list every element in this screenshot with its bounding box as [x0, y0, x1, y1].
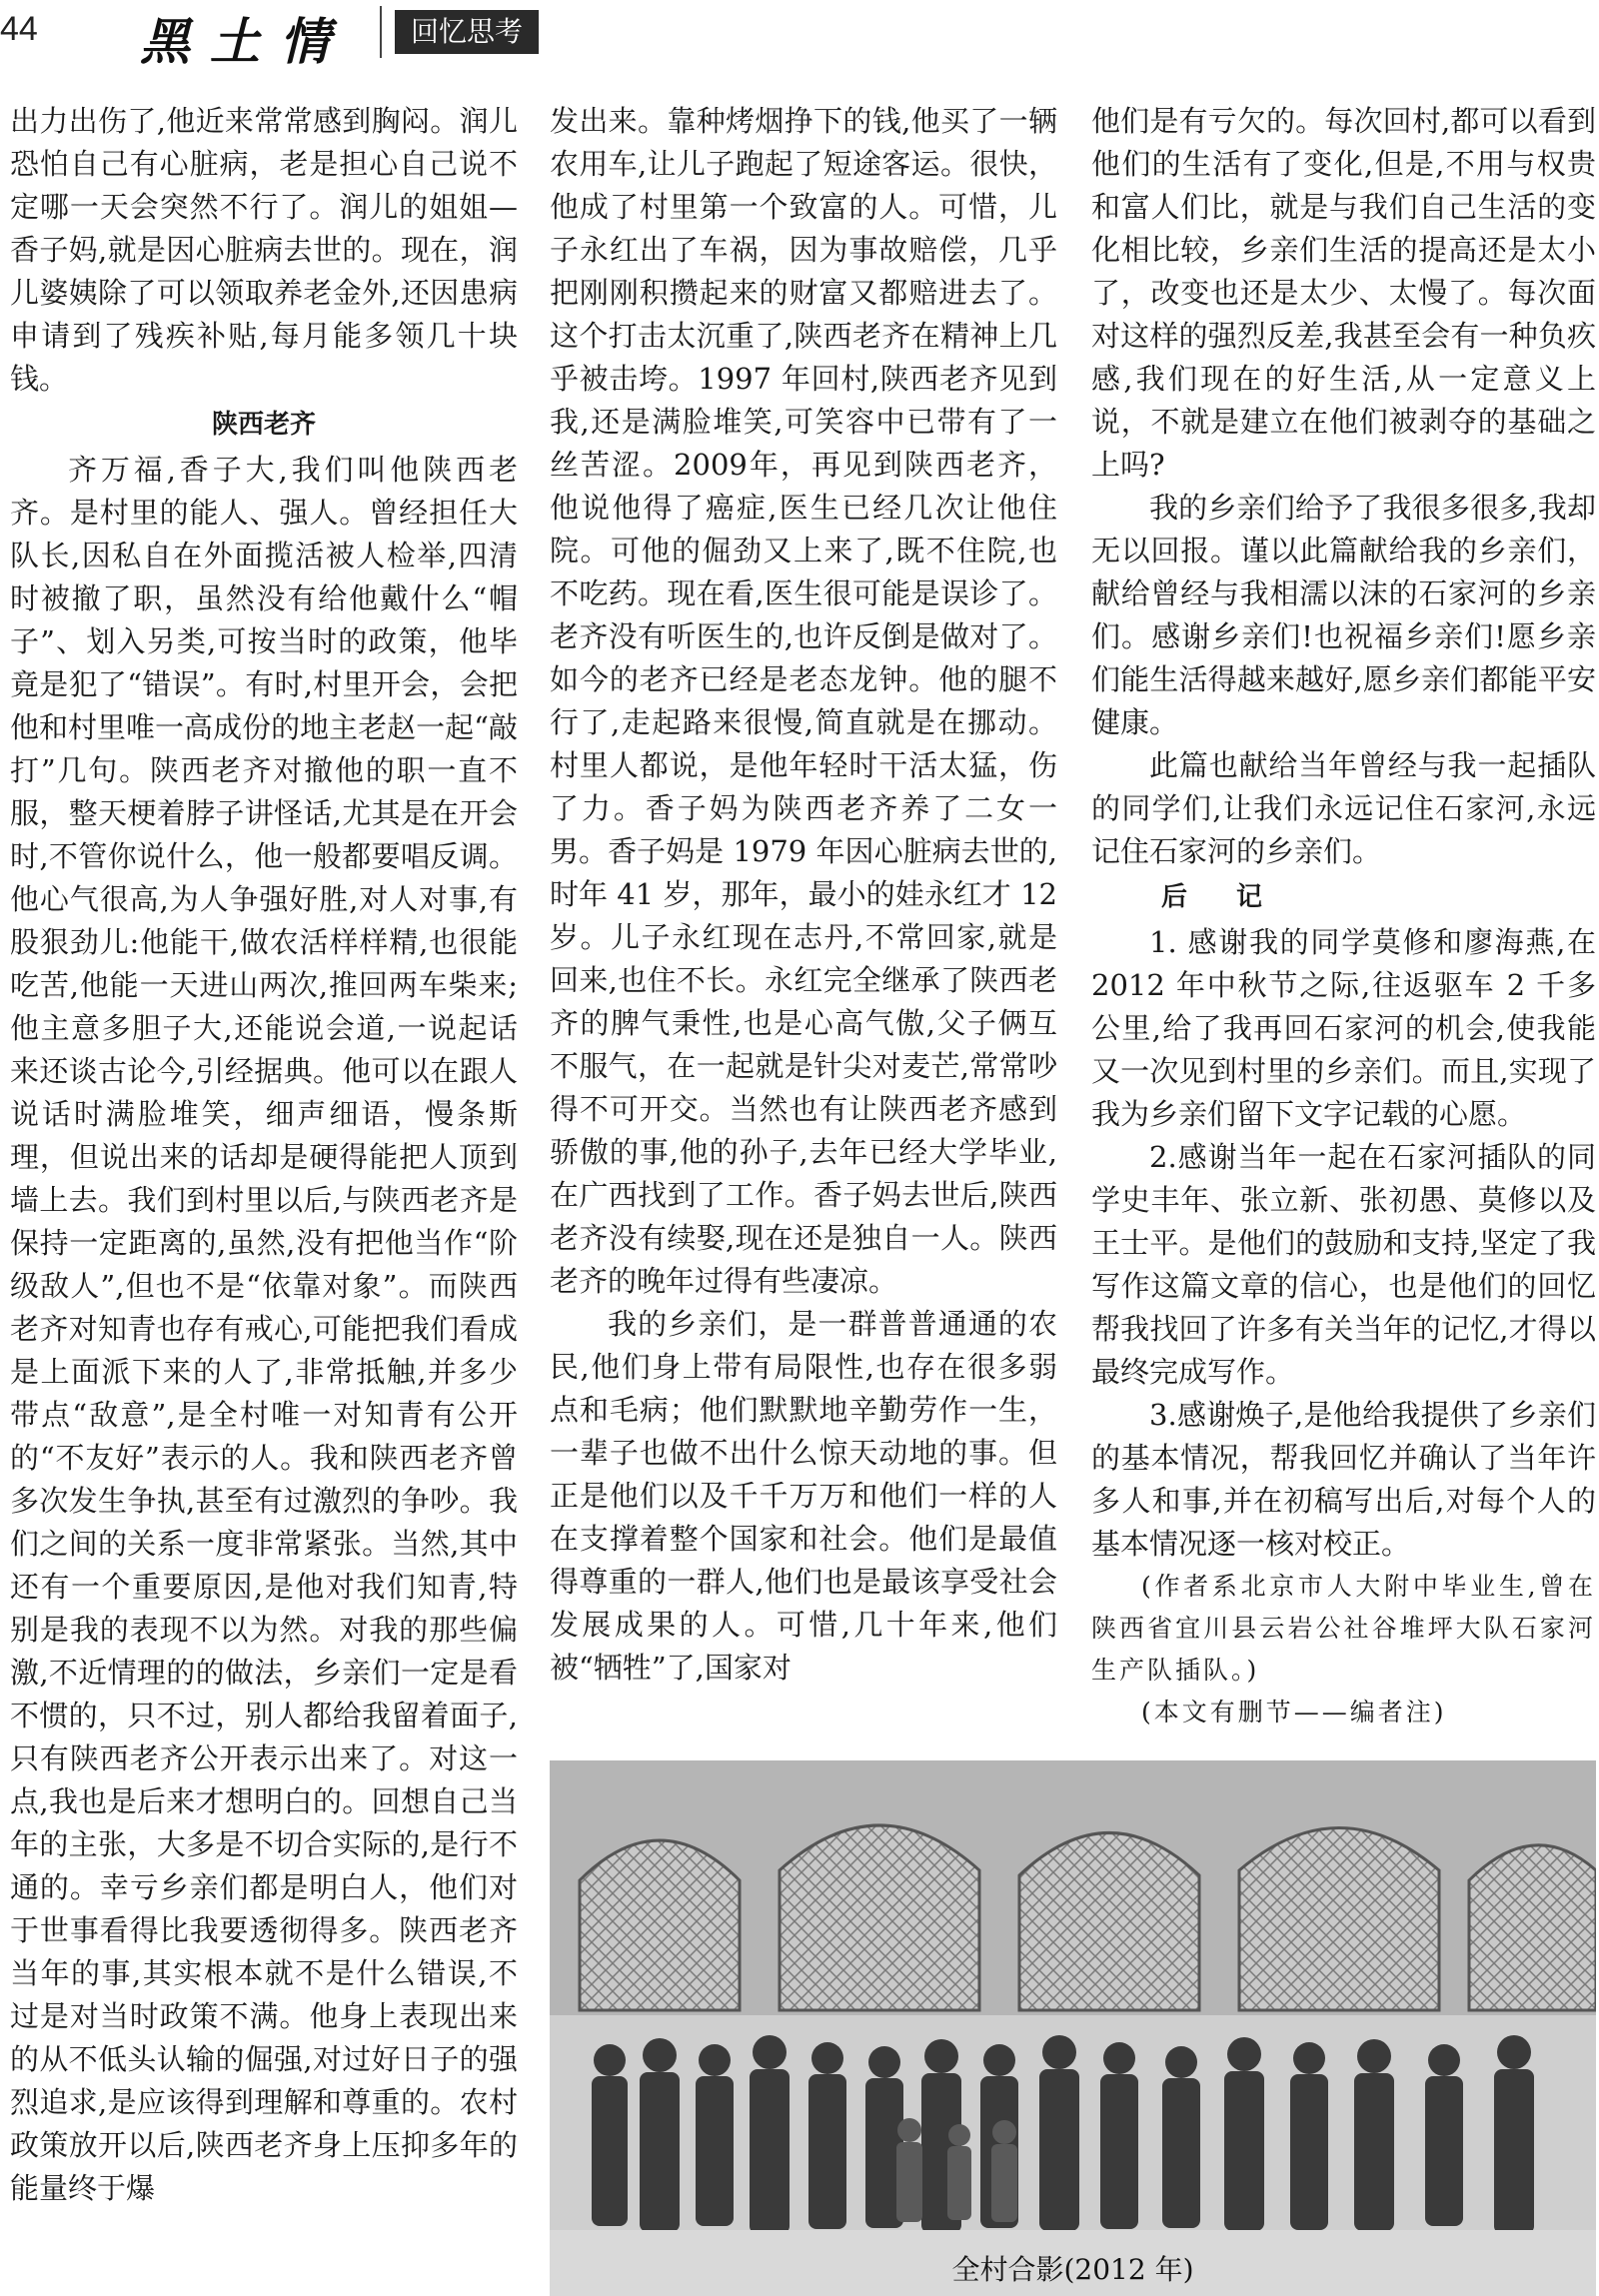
- author-note: (作者系北京市人大附中毕业生,曾在陕西省宜川县云岩公社谷堆坪大队石家河生产队插队。): [1091, 1572, 1596, 1685]
- article-column-1: [10, 100, 518, 2210]
- magazine-title: 黑土情: [140, 12, 350, 71]
- article-column-2: [550, 100, 1057, 1690]
- group-photo: [550, 1760, 1596, 2296]
- paragraph: 3.感谢焕子,是他给我提供了乡亲们的基本情况，帮我回忆并确认了当年许多人和事,并在初稿写出后,对每个人的基本情况逐一核对校正。: [1091, 1398, 1596, 1561]
- section-tag: 回忆思考: [395, 10, 539, 54]
- photo-caption: 全村合影(2012 年): [951, 2253, 1194, 2286]
- header-divider: [380, 6, 382, 58]
- paragraph: 我的乡亲们，是一群普普通通的农民,他们身上带有局限性,也存在很多弱点和毛病；他们默默地辛勤劳作一生，一辈子也做不出什么惊天动地的事。但正是他们以及千千万万和他们一样的人在支撑着整个国家和社会。他们是最值得尊重的一群人,他们也是最该享受社会发展成果的人。可惜,几十年来,他们被“牺牲”了,国家对: [550, 1307, 1057, 1685]
- editor-note: (本文有删节——编者注): [1141, 1698, 1447, 1726]
- paragraph: 我的乡亲们给予了我很多很多,我却无以回报。谨以此篇献给我的乡亲们，献给曾经与我相濡以沫的石家河的乡亲们。感谢乡亲们!也祝福乡亲们!愿乡亲们能生活得越来越好,愿乡亲们都能平安健康。: [1091, 491, 1596, 739]
- paragraph: 2.感谢当年一起在石家河插队的同学史丰年、张立新、张初愚、莫修以及王士平。是他们的鼓励和支持,坚定了我写作这篇文章的信心，也是他们的回忆帮我找回了许多有关当年的记忆,才得以最终完成写作。: [1091, 1140, 1596, 1389]
- page-header: [0, 0, 1599, 70]
- paragraph: 发出来。靠种烤烟挣下的钱,他买了一辆农用车,让儿子跑起了短途客运。很快，他成了村里第一个致富的人。可惜，儿子永红出了车祸，因为事故赔偿，几乎把刚刚积攒起来的财富又都赔进去了。这个打击太沉重了,陕西老齐在精神上几乎被击垮。1997 年回村,陕西老齐见到我,还是满脸堆笑,可笑容中已带有了一丝苦涩。2009年，再见到陕西老齐，他说他得了癌症,医生已经几次让他住院。可他的倔劲又上来了,既不住院,也不吃药。现在看,医生很可能是误诊了。老齐没有听医生的,也许反倒是做对了。如今的老齐已经是老态龙钟。他的腿不行了,走起路来很慢,简直就是在挪动。村里人都说，是他年轻时干活太猛，伤了力。香子妈为陕西老齐养了二女一男。香子妈是 1979 年因心脏病去世的,时年 41 岁，那年，最小的娃永红才 12岁。儿子永红现在志丹,不常回家,就是回来,也住不长。永红完全继承了陕西老齐的脾气秉性,也是心高气傲,父子俩互不服气，在一起就是针尖对麦芒,常常吵得不可开交。当然也有让陕西老齐感到骄傲的事,他的孙子,去年已经大学毕业,在广西找到了工作。香子妈去世后,陕西老齐没有续娶,现在还是独自一人。陕西老齐的晚年过得有些凄凉。: [550, 104, 1057, 1298]
- paragraph: 1. 感谢我的同学莫修和廖海燕,在 2012 年中秋节之际,往返驱车 2 千多公里,给了我再回石家河的机会,使我能又一次见到村里的乡亲们。而且,实现了我为乡亲们留下文字记载的心愿。: [1091, 925, 1596, 1131]
- article-column-3: [1091, 100, 1596, 1733]
- paragraph: 他们是有亏欠的。每次回村,都可以看到他们的生活有了变化,但是,不用与权贵和富人们比，就是与我们自己生活的变化相比较，乡亲们生活的提高还是太小了，改变也还是太少、太慢了。每次面对这样的强烈反差,我甚至会有一种负疚感,我们现在的好生活,从一定意义上说，不就是建立在他们被剥夺的基础之上吗?: [1091, 104, 1596, 482]
- section-heading: 陕西老齐: [211, 410, 316, 440]
- page-number: 44: [0, 10, 38, 48]
- paragraph: 出力出伤了,他近来常常感到胸闷。润儿恐怕自己有心脏病，老是担心自己说不定哪一天会突然不行了。润儿的姐姐—香子妈,就是因心脏病去世的。现在，润儿婆姨除了可以领取养老金外,还因患病申请到了残疾补贴,每月能多领几十块钱。: [10, 104, 518, 396]
- afterword-heading: 后 记: [1161, 882, 1283, 912]
- paragraph: 齐万福,香子大,我们叫他陕西老齐。是村里的能人、强人。曾经担任大队长,因私自在外面揽活被人检举,四清时被撤了职，虽然没有给他戴什么“帽子”、划入另类,可按当时的政策，他毕竟是犯了“错误”。有时,村里开会，会把他和村里唯一高成份的地主老赵一起“敲打”几句。陕西老齐对撤他的职一直不服，整天梗着脖子讲怪话,尤其是在开会时,不管你说什么，他一般都要唱反调。他心气很高,为人争强好胜,对人对事,有股狠劲儿:他能干,做农活样样精,也很能吃苦,他能一天进山两次,推回两车柴来;他主意多胆子大,还能说会道,一说起话来还谈古论今,引经据典。他可以在跟人说话时满脸堆笑，细声细语，慢条斯理，但说出来的话却是硬得能把人顶到墙上去。我们到村里以后,与陕西老齐是保持一定距离的,虽然,没有把他当作“阶级敌人”,但也不是“依靠对象”。而陕西老齐对知青也存有戒心,可能把我们看成是上面派下来的人了,非常抵触,并多少带点“敌意”,是全村唯一对知青有公开的“不友好”表示的人。我和陕西老齐曾多次发生争执,甚至有过激烈的争吵。我们之间的关系一度非常紧张。当然,其中还有一个重要原因,是他对我们知青,特别是我的表现不以为然。对我的那些偏激,不近情理的的做法，乡亲们一定是看不惯的，只不过，别人都给我留着面子,只有陕西老齐公开表示出来了。对这一点,我也是后来才想明白的。回想自己当年的主张，大多是不切合实际的,是行不通的。幸亏乡亲们都是明白人，他们对于世事看得比我要透彻得多。陕西老齐当年的事,其实根本就不是什么错误,不过是对当时政策不满。他身上表现出来的从不低头认输的倔强,对过好日子的强烈追求,是应该得到理解和尊重的。农村政策放开以后,陕西老齐身上压抑多年的能量终于爆: [10, 453, 518, 2205]
- paragraph: 此篇也献给当年曾经与我一起插队的同学们,让我们永远记住石家河,永远记住石家河的乡亲们。: [1091, 748, 1596, 868]
